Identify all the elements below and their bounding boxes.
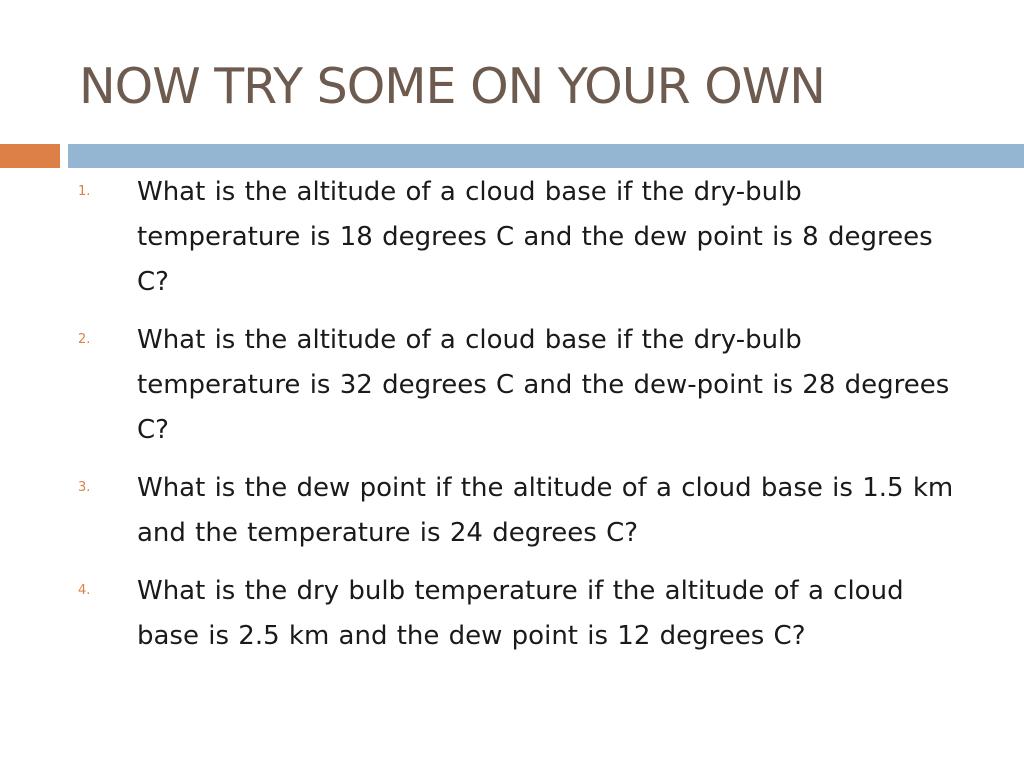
- question-text-1: What is the altitude of a cloud base if the dry-bulb temperature is 18 degrees C and the dew point is 8 degrees C?: [137, 177, 933, 297]
- question-text-4: What is the dry bulb temperature if the altitude of a cloud base is 2.5 km and the dew point is 12 degrees C?: [137, 576, 904, 651]
- list-number-3: 3.: [78, 480, 91, 495]
- title-accent-bar: [0, 144, 60, 168]
- question-text-2: What is the altitude of a cloud base if the dry-bulb temperature is 32 degrees C and the dew-point is 28 degrees C?: [137, 325, 950, 445]
- list-item-question-2: [0, 318, 962, 453]
- slide-title: NOW TRY SOME ON YOUR OWN: [79, 58, 825, 115]
- list-item-question-4: [0, 569, 962, 659]
- title-divider-bar: [68, 144, 1024, 168]
- question-text-3: What is the dew point if the altitude of a cloud base is 1.5 km and the temperature is 24 degrees C?: [137, 473, 954, 548]
- list-item-question-1: [0, 170, 962, 305]
- list-number-2: 2.: [78, 332, 91, 347]
- list-item-question-3: [0, 466, 962, 556]
- question-list: [0, 170, 1024, 672]
- list-number-4: 4.: [78, 583, 91, 598]
- list-number-1: 1.: [78, 184, 91, 199]
